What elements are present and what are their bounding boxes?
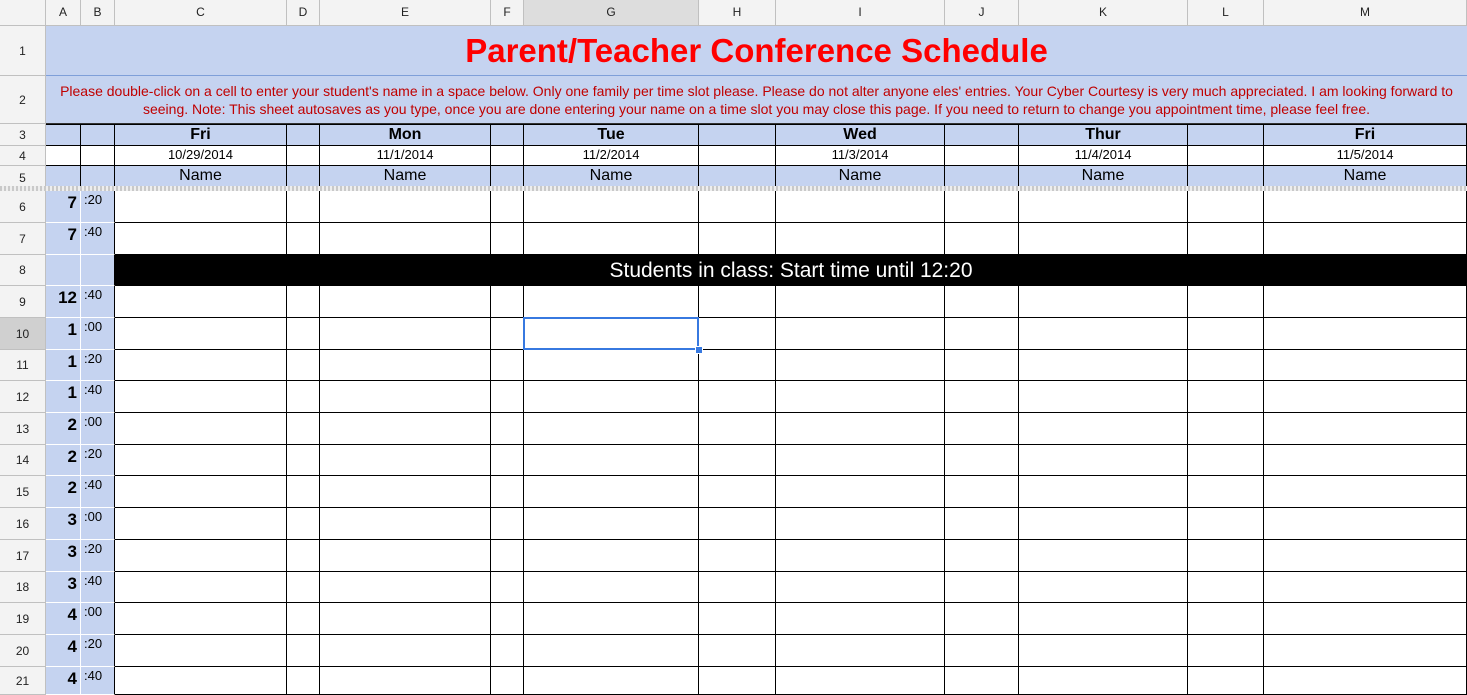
- schedule-cell[interactable]: [776, 572, 945, 603]
- minute-cell[interactable]: :20: [81, 445, 115, 476]
- schedule-cell[interactable]: [115, 191, 287, 223]
- hour-cell[interactable]: 4: [46, 635, 81, 667]
- fill-handle[interactable]: [695, 346, 703, 354]
- day-label[interactable]: Fri: [115, 124, 287, 146]
- schedule-cell[interactable]: [491, 191, 524, 223]
- header-cell[interactable]: [945, 166, 1019, 187]
- name-column-header[interactable]: Name: [524, 166, 699, 187]
- hour-cell[interactable]: 3: [46, 572, 81, 603]
- row-header-18[interactable]: 18: [0, 572, 46, 603]
- schedule-cell[interactable]: [320, 445, 491, 476]
- header-cell[interactable]: [945, 146, 1019, 166]
- day-label[interactable]: Fri: [1264, 124, 1467, 146]
- row-header-1[interactable]: 1: [0, 26, 46, 76]
- hour-cell[interactable]: 7: [46, 191, 81, 223]
- column-header-d[interactable]: D: [287, 0, 320, 26]
- schedule-cell[interactable]: [1188, 572, 1264, 603]
- row-header-14[interactable]: 14: [0, 445, 46, 476]
- schedule-cell[interactable]: [491, 286, 524, 318]
- schedule-cell[interactable]: [776, 191, 945, 223]
- minute-cell[interactable]: :20: [81, 191, 115, 223]
- schedule-cell[interactable]: [699, 223, 776, 255]
- schedule-cell[interactable]: [115, 286, 287, 318]
- schedule-cell[interactable]: [524, 508, 699, 540]
- schedule-cell[interactable]: [491, 318, 524, 350]
- schedule-cell[interactable]: [320, 413, 491, 445]
- row-header-15[interactable]: 15: [0, 476, 46, 508]
- schedule-cell[interactable]: [115, 445, 287, 476]
- schedule-cell[interactable]: [287, 191, 320, 223]
- schedule-cell[interactable]: [1188, 603, 1264, 635]
- day-label[interactable]: Mon: [320, 124, 491, 146]
- schedule-cell[interactable]: [776, 603, 945, 635]
- schedule-cell[interactable]: [1188, 476, 1264, 508]
- schedule-cell[interactable]: [524, 445, 699, 476]
- column-header-h[interactable]: H: [699, 0, 776, 26]
- header-cell[interactable]: [1188, 146, 1264, 166]
- schedule-cell[interactable]: [287, 603, 320, 635]
- schedule-cell[interactable]: [1264, 350, 1467, 381]
- schedule-cell[interactable]: [699, 540, 776, 572]
- minute-cell[interactable]: :40: [81, 381, 115, 413]
- schedule-cell[interactable]: [699, 635, 776, 667]
- schedule-cell[interactable]: [945, 223, 1019, 255]
- row-header-16[interactable]: 16: [0, 508, 46, 540]
- schedule-cell[interactable]: [1264, 667, 1467, 695]
- date-label[interactable]: 11/4/2014: [1019, 146, 1188, 166]
- date-label[interactable]: 11/2/2014: [524, 146, 699, 166]
- header-cell[interactable]: [287, 146, 320, 166]
- schedule-cell[interactable]: [945, 286, 1019, 318]
- schedule-cell[interactable]: [115, 476, 287, 508]
- minute-cell[interactable]: :00: [81, 508, 115, 540]
- schedule-cell[interactable]: [699, 286, 776, 318]
- row-header-6[interactable]: 6: [0, 191, 46, 223]
- row-header-8[interactable]: 8: [0, 255, 46, 286]
- schedule-cell[interactable]: [699, 318, 776, 350]
- schedule-cell[interactable]: [320, 508, 491, 540]
- row-header-11[interactable]: 11: [0, 350, 46, 381]
- schedule-cell[interactable]: [1264, 445, 1467, 476]
- column-header-f[interactable]: F: [491, 0, 524, 26]
- name-column-header[interactable]: Name: [115, 166, 287, 187]
- schedule-cell[interactable]: [320, 603, 491, 635]
- schedule-cell[interactable]: [1188, 381, 1264, 413]
- schedule-cell[interactable]: [1019, 603, 1188, 635]
- schedule-cell[interactable]: [1264, 476, 1467, 508]
- schedule-cell[interactable]: [776, 350, 945, 381]
- schedule-cell[interactable]: [699, 603, 776, 635]
- column-header-e[interactable]: E: [320, 0, 491, 26]
- row-header-17[interactable]: 17: [0, 540, 46, 572]
- schedule-cell[interactable]: [115, 635, 287, 667]
- schedule-cell[interactable]: [776, 508, 945, 540]
- schedule-cell[interactable]: [945, 318, 1019, 350]
- row-header-4[interactable]: 4: [0, 146, 46, 166]
- header-cell[interactable]: [46, 166, 81, 187]
- hour-cell[interactable]: 2: [46, 476, 81, 508]
- schedule-cell[interactable]: [1188, 635, 1264, 667]
- minute-cell[interactable]: :20: [81, 540, 115, 572]
- date-label[interactable]: 11/1/2014: [320, 146, 491, 166]
- minute-cell[interactable]: :20: [81, 350, 115, 381]
- class-time-banner: Students in class: Start time until 12:20: [115, 255, 1467, 286]
- schedule-cell[interactable]: [524, 635, 699, 667]
- minute-cell[interactable]: :00: [81, 413, 115, 445]
- hour-cell[interactable]: 4: [46, 603, 81, 635]
- header-cell[interactable]: [46, 146, 81, 166]
- date-label[interactable]: 11/5/2014: [1264, 146, 1467, 166]
- schedule-cell[interactable]: [1019, 572, 1188, 603]
- schedule-cell[interactable]: [945, 667, 1019, 695]
- schedule-cell[interactable]: [320, 381, 491, 413]
- row-header-10[interactable]: 10: [0, 318, 46, 350]
- schedule-cell[interactable]: [1019, 508, 1188, 540]
- schedule-cell[interactable]: [1264, 286, 1467, 318]
- schedule-cell[interactable]: [320, 318, 491, 350]
- minute-cell[interactable]: :00: [81, 318, 115, 350]
- schedule-cell[interactable]: [491, 635, 524, 667]
- schedule-cell[interactable]: [1188, 191, 1264, 223]
- schedule-cell[interactable]: [776, 286, 945, 318]
- row-header-2[interactable]: 2: [0, 76, 46, 124]
- minute-cell[interactable]: :40: [81, 667, 115, 695]
- schedule-cell[interactable]: [1264, 540, 1467, 572]
- schedule-cell[interactable]: [945, 350, 1019, 381]
- schedule-cell[interactable]: [776, 635, 945, 667]
- row-header-7[interactable]: 7: [0, 223, 46, 255]
- schedule-cell[interactable]: [1019, 381, 1188, 413]
- schedule-cell[interactable]: [320, 572, 491, 603]
- header-cell[interactable]: [491, 124, 524, 146]
- minute-cell[interactable]: :40: [81, 476, 115, 508]
- schedule-cell[interactable]: [1188, 508, 1264, 540]
- schedule-cell[interactable]: [945, 413, 1019, 445]
- schedule-cell[interactable]: [1188, 223, 1264, 255]
- schedule-cell[interactable]: [524, 667, 699, 695]
- schedule-cell[interactable]: [699, 476, 776, 508]
- schedule-cell[interactable]: [945, 635, 1019, 667]
- header-cell[interactable]: [81, 124, 115, 146]
- schedule-cell[interactable]: [699, 191, 776, 223]
- header-cell[interactable]: [287, 166, 320, 187]
- row-header-13[interactable]: 13: [0, 413, 46, 445]
- schedule-cell[interactable]: [1188, 445, 1264, 476]
- date-label[interactable]: 10/29/2014: [115, 146, 287, 166]
- schedule-cell[interactable]: [1019, 540, 1188, 572]
- schedule-cell[interactable]: [287, 286, 320, 318]
- schedule-cell[interactable]: [1019, 223, 1188, 255]
- schedule-cell[interactable]: [945, 508, 1019, 540]
- schedule-cell[interactable]: [491, 572, 524, 603]
- schedule-cell[interactable]: [524, 286, 699, 318]
- name-column-header[interactable]: Name: [1019, 166, 1188, 187]
- schedule-cell[interactable]: [287, 350, 320, 381]
- column-header-i[interactable]: I: [776, 0, 945, 26]
- schedule-cell[interactable]: [491, 413, 524, 445]
- header-cell[interactable]: [699, 124, 776, 146]
- schedule-cell[interactable]: [776, 667, 945, 695]
- schedule-cell[interactable]: [945, 191, 1019, 223]
- name-column-header[interactable]: Name: [320, 166, 491, 187]
- header-cell[interactable]: [1188, 166, 1264, 187]
- day-label[interactable]: Thur: [1019, 124, 1188, 146]
- schedule-cell[interactable]: [945, 603, 1019, 635]
- schedule-cell[interactable]: [1188, 667, 1264, 695]
- header-cell[interactable]: [46, 124, 81, 146]
- hour-cell[interactable]: [46, 255, 81, 286]
- schedule-cell[interactable]: [1019, 445, 1188, 476]
- schedule-cell[interactable]: [699, 350, 776, 381]
- header-cell[interactable]: [81, 166, 115, 187]
- schedule-cell[interactable]: [115, 381, 287, 413]
- schedule-cell[interactable]: [699, 413, 776, 445]
- schedule-cell[interactable]: [287, 445, 320, 476]
- column-header-b[interactable]: B: [81, 0, 115, 26]
- schedule-cell[interactable]: [776, 540, 945, 572]
- hour-cell[interactable]: 2: [46, 413, 81, 445]
- hour-cell[interactable]: 1: [46, 350, 81, 381]
- schedule-cell[interactable]: [1264, 635, 1467, 667]
- schedule-cell[interactable]: [524, 191, 699, 223]
- column-header-m[interactable]: M: [1264, 0, 1467, 26]
- row-header-3[interactable]: 3: [0, 124, 46, 146]
- header-cell[interactable]: [81, 146, 115, 166]
- schedule-cell[interactable]: [491, 540, 524, 572]
- schedule-cell[interactable]: [699, 508, 776, 540]
- column-header-c[interactable]: C: [115, 0, 287, 26]
- schedule-cell[interactable]: [115, 413, 287, 445]
- schedule-cell[interactable]: [1019, 318, 1188, 350]
- schedule-cell[interactable]: [320, 476, 491, 508]
- row-header-21[interactable]: 21: [0, 667, 46, 695]
- hour-cell[interactable]: 4: [46, 667, 81, 695]
- schedule-cell[interactable]: [1264, 318, 1467, 350]
- schedule-cell[interactable]: [1264, 223, 1467, 255]
- schedule-cell[interactable]: [287, 223, 320, 255]
- row-header-9[interactable]: 9: [0, 286, 46, 318]
- schedule-cell[interactable]: [776, 445, 945, 476]
- schedule-cell[interactable]: [1188, 413, 1264, 445]
- schedule-cell[interactable]: [287, 476, 320, 508]
- schedule-cell[interactable]: [1019, 635, 1188, 667]
- schedule-cell[interactable]: [115, 223, 287, 255]
- column-header-j[interactable]: J: [945, 0, 1019, 26]
- schedule-cell[interactable]: [320, 191, 491, 223]
- schedule-cell[interactable]: [491, 603, 524, 635]
- schedule-cell[interactable]: [524, 413, 699, 445]
- schedule-cell[interactable]: [320, 540, 491, 572]
- schedule-cell[interactable]: [491, 508, 524, 540]
- schedule-cell[interactable]: [320, 350, 491, 381]
- day-label[interactable]: Wed: [776, 124, 945, 146]
- name-column-header[interactable]: Name: [1264, 166, 1467, 187]
- schedule-cell[interactable]: [699, 572, 776, 603]
- header-cell[interactable]: [1188, 124, 1264, 146]
- day-label[interactable]: Tue: [524, 124, 699, 146]
- schedule-cell[interactable]: [1019, 667, 1188, 695]
- schedule-cell[interactable]: [320, 667, 491, 695]
- schedule-cell[interactable]: [945, 445, 1019, 476]
- hour-cell[interactable]: 7: [46, 223, 81, 255]
- schedule-cell[interactable]: [115, 603, 287, 635]
- schedule-cell[interactable]: [491, 223, 524, 255]
- schedule-cell[interactable]: [491, 667, 524, 695]
- column-header-k[interactable]: K: [1019, 0, 1188, 26]
- header-cell[interactable]: [491, 146, 524, 166]
- schedule-cell[interactable]: [287, 667, 320, 695]
- schedule-cell[interactable]: [1019, 191, 1188, 223]
- hour-cell[interactable]: 2: [46, 445, 81, 476]
- minute-cell[interactable]: :20: [81, 635, 115, 667]
- schedule-cell[interactable]: [115, 572, 287, 603]
- hour-cell[interactable]: 3: [46, 508, 81, 540]
- schedule-cell[interactable]: [776, 381, 945, 413]
- minute-cell[interactable]: [81, 255, 115, 286]
- page-title: Parent/Teacher Conference Schedule: [46, 26, 1467, 76]
- schedule-cell[interactable]: [320, 223, 491, 255]
- schedule-cell[interactable]: [699, 445, 776, 476]
- row-header-19[interactable]: 19: [0, 603, 46, 635]
- schedule-cell[interactable]: [1188, 540, 1264, 572]
- column-header-a[interactable]: A: [46, 0, 81, 26]
- schedule-cell[interactable]: [115, 350, 287, 381]
- schedule-cell[interactable]: [287, 508, 320, 540]
- schedule-cell[interactable]: [287, 381, 320, 413]
- hour-cell[interactable]: 3: [46, 540, 81, 572]
- schedule-cell[interactable]: [287, 540, 320, 572]
- schedule-cell[interactable]: [287, 318, 320, 350]
- schedule-cell[interactable]: [699, 667, 776, 695]
- schedule-cell[interactable]: [1264, 191, 1467, 223]
- schedule-cell[interactable]: [1019, 350, 1188, 381]
- schedule-cell[interactable]: [1019, 413, 1188, 445]
- schedule-cell[interactable]: [1188, 350, 1264, 381]
- schedule-cell[interactable]: [115, 508, 287, 540]
- schedule-cell[interactable]: [491, 350, 524, 381]
- selected-cell-g10[interactable]: [523, 317, 699, 350]
- schedule-cell[interactable]: [320, 635, 491, 667]
- schedule-cell[interactable]: [1264, 381, 1467, 413]
- column-header-l[interactable]: L: [1188, 0, 1264, 26]
- schedule-cell[interactable]: [287, 572, 320, 603]
- row-header-12[interactable]: 12: [0, 381, 46, 413]
- schedule-cell[interactable]: [1188, 318, 1264, 350]
- schedule-cell[interactable]: [945, 572, 1019, 603]
- schedule-cell[interactable]: [1019, 286, 1188, 318]
- minute-cell[interactable]: :40: [81, 223, 115, 255]
- schedule-cell[interactable]: [320, 286, 491, 318]
- schedule-cell[interactable]: [524, 350, 699, 381]
- schedule-cell[interactable]: [776, 476, 945, 508]
- schedule-cell[interactable]: [776, 318, 945, 350]
- header-cell[interactable]: [491, 166, 524, 187]
- schedule-cell[interactable]: [115, 318, 287, 350]
- schedule-cell[interactable]: [945, 540, 1019, 572]
- hour-cell[interactable]: 1: [46, 318, 81, 350]
- row-header-20[interactable]: 20: [0, 635, 46, 667]
- schedule-cell[interactable]: [945, 476, 1019, 508]
- header-cell[interactable]: [287, 124, 320, 146]
- select-all-corner[interactable]: [0, 0, 46, 26]
- instructions-text: Please double-click on a cell to enter your student's name in a space below. Only one family per time slot please. Please do not alter anyone eles' entries. Your Cyber Courtesy is very much appreciated. I am looking forward to seeing. Note: This sheet autosaves as you type, once you are done entering your name on a time slot you may close this page. If you need to return to change you appointment time, please feel free.: [46, 76, 1467, 124]
- schedule-cell[interactable]: [491, 476, 524, 508]
- header-cell[interactable]: [945, 124, 1019, 146]
- minute-cell[interactable]: :40: [81, 286, 115, 318]
- schedule-cell[interactable]: [524, 540, 699, 572]
- schedule-cell[interactable]: [1264, 508, 1467, 540]
- schedule-cell[interactable]: [776, 413, 945, 445]
- hour-cell[interactable]: 1: [46, 381, 81, 413]
- minute-cell[interactable]: :00: [81, 603, 115, 635]
- column-header-g[interactable]: G: [524, 0, 699, 26]
- schedule-cell[interactable]: [776, 223, 945, 255]
- name-column-header[interactable]: Name: [776, 166, 945, 187]
- schedule-cell[interactable]: [524, 381, 699, 413]
- schedule-cell[interactable]: [115, 667, 287, 695]
- minute-cell[interactable]: :40: [81, 572, 115, 603]
- schedule-cell[interactable]: [524, 572, 699, 603]
- schedule-cell[interactable]: [1264, 603, 1467, 635]
- schedule-cell[interactable]: [1188, 286, 1264, 318]
- schedule-cell[interactable]: [699, 381, 776, 413]
- row-header-5[interactable]: 5: [0, 166, 46, 191]
- schedule-cell[interactable]: [524, 603, 699, 635]
- schedule-cell[interactable]: [115, 540, 287, 572]
- date-label[interactable]: 11/3/2014: [776, 146, 945, 166]
- schedule-cell[interactable]: [524, 476, 699, 508]
- header-cell[interactable]: [699, 146, 776, 166]
- schedule-cell[interactable]: [491, 445, 524, 476]
- schedule-cell[interactable]: [945, 381, 1019, 413]
- schedule-cell[interactable]: [287, 413, 320, 445]
- schedule-cell[interactable]: [1264, 413, 1467, 445]
- schedule-cell[interactable]: [524, 223, 699, 255]
- header-cell[interactable]: [699, 166, 776, 187]
- schedule-cell[interactable]: [1264, 572, 1467, 603]
- hour-cell[interactable]: 12: [46, 286, 81, 318]
- schedule-cell[interactable]: [491, 381, 524, 413]
- schedule-cell[interactable]: [287, 635, 320, 667]
- schedule-cell[interactable]: [1019, 476, 1188, 508]
